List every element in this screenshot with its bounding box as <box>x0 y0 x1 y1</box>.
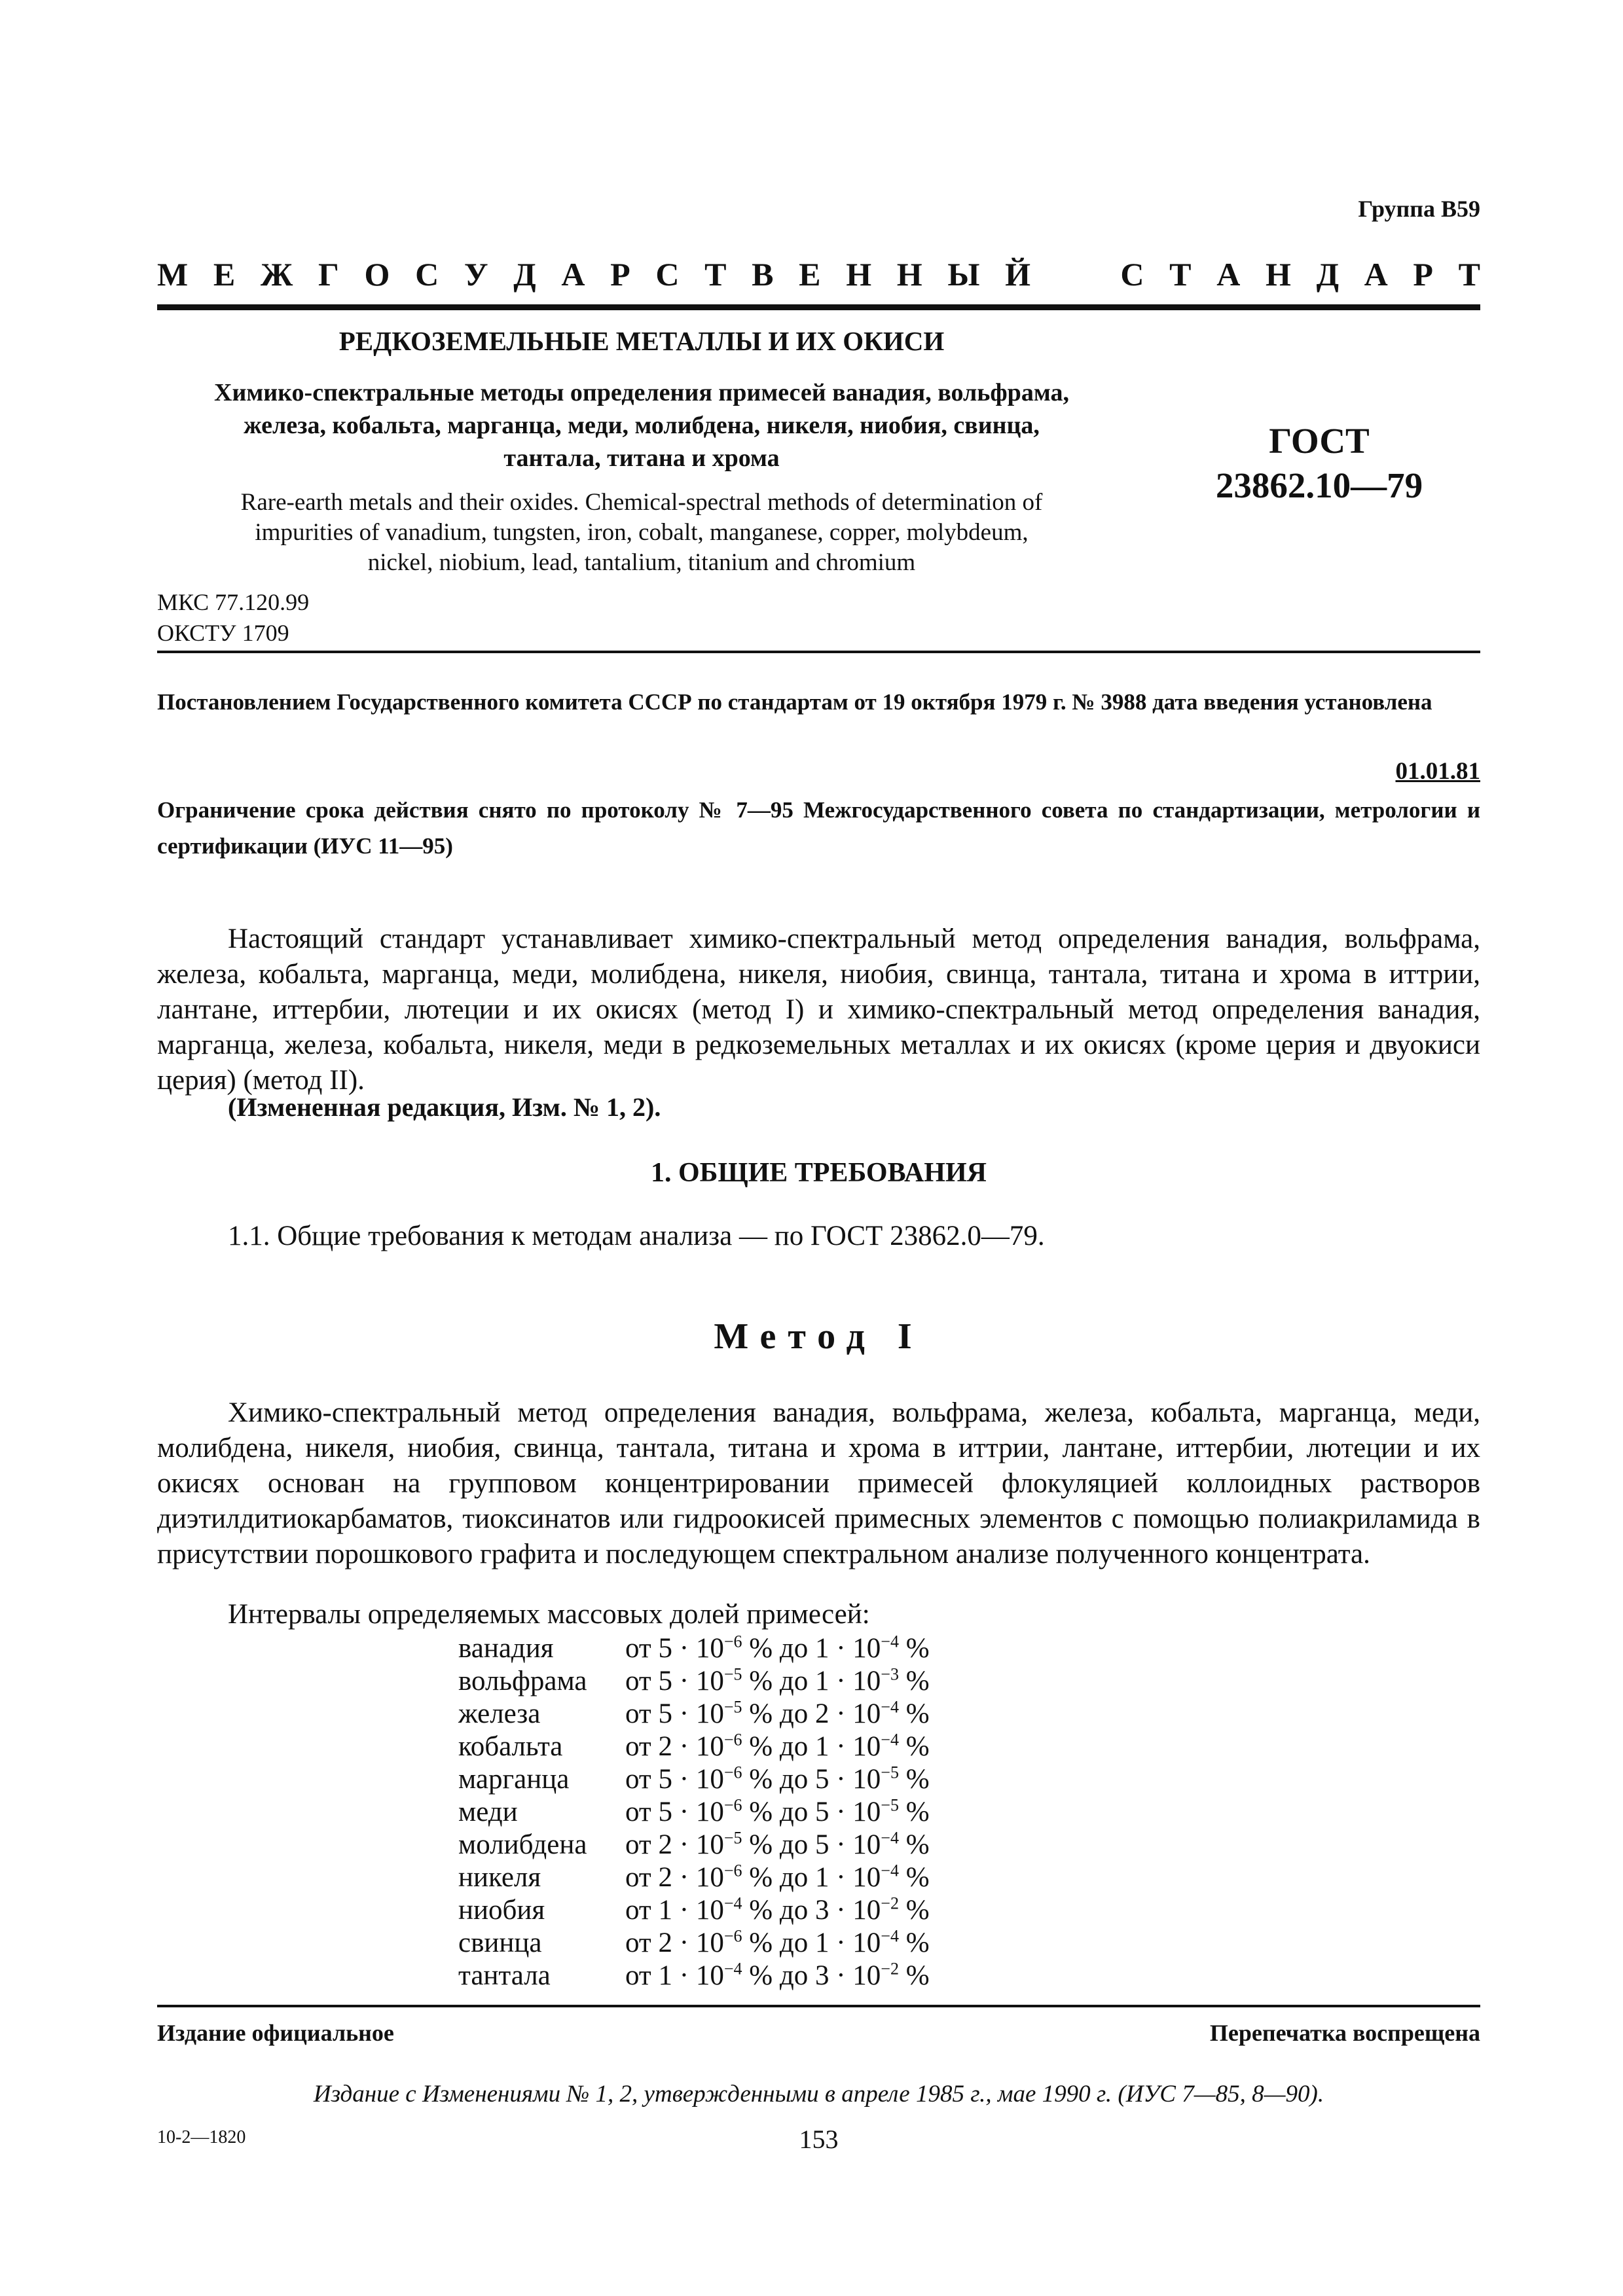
banner-letter: Н <box>896 256 922 293</box>
banner-letter: Д <box>1316 256 1339 293</box>
word-to: до <box>779 1895 809 1926</box>
base-ten: 10 <box>695 1764 724 1795</box>
from-exponent: −5 <box>723 1828 742 1848</box>
base-ten: 10 <box>695 1666 724 1696</box>
to-mantissa: 3 <box>814 1895 830 1926</box>
document-subtitle-ru <box>157 376 1126 475</box>
percent-sign: % <box>905 1797 930 1827</box>
range-value: от $5 \cdot 10^{-6}$ % до $1 \cdot 10^{-4}$ % <box>625 1632 930 1664</box>
page-number: 153 <box>799 2125 839 2154</box>
percent-sign: % <box>749 1862 773 1893</box>
element-name: никеля <box>458 1862 541 1893</box>
element-name: тантала <box>458 1960 551 1991</box>
base-ten: 10 <box>695 1829 724 1860</box>
method-heading: Метод I <box>714 1316 924 1357</box>
document-title-en <box>157 488 1126 578</box>
section-heading: 1. ОБЩИЕ ТРЕБОВАНИЯ <box>651 1158 987 1188</box>
banner-letter: У <box>464 256 488 293</box>
banner-letter: Т <box>1458 256 1480 293</box>
element-name: железа <box>458 1698 541 1729</box>
footer-rule <box>157 2005 1480 2007</box>
banner-letter: М <box>157 256 189 293</box>
range-row <box>458 1960 930 1992</box>
percent-sign: % <box>905 1928 930 1958</box>
word-to: до <box>779 1960 809 1991</box>
element-name: марганца <box>458 1764 570 1795</box>
to-exponent: −4 <box>881 1697 899 1717</box>
interstate-standard-banner <box>157 255 1480 293</box>
banner-letter: Е <box>213 256 236 293</box>
element-name: молибдена <box>458 1829 587 1860</box>
word-from: от <box>625 1862 651 1893</box>
from-mantissa: 2 <box>658 1928 672 1958</box>
from-exponent: −6 <box>723 1861 742 1880</box>
element-name: меди <box>458 1797 518 1827</box>
official-edition-label: Издание официальное <box>157 2020 394 2046</box>
banner-letter: С <box>1120 256 1144 293</box>
range-value: от $2 \cdot 10^{-6}$ % до $1 \cdot 10^{-4}$ % <box>625 1861 930 1893</box>
range-value: от $5 \cdot 10^{-5}$ % до $2 \cdot 10^{-4}$ % <box>625 1697 930 1729</box>
from-mantissa: 2 <box>658 1829 672 1860</box>
introduction-date: 01.01.81 <box>1395 758 1480 785</box>
document-title-ru: РЕДКОЗЕМЕЛЬНЫЕ МЕТАЛЛЫ И ИХ ОКИСИ <box>338 326 945 356</box>
percent-sign: % <box>905 1895 930 1926</box>
from-exponent: −6 <box>723 1926 742 1946</box>
word-to: до <box>779 1666 809 1696</box>
banner-letter: Т <box>704 256 727 293</box>
range-value: от $2 \cdot 10^{-5}$ % до $5 \cdot 10^{-4}$ % <box>625 1828 930 1860</box>
banner-letter: Й <box>1005 256 1031 293</box>
range-row <box>458 1763 930 1796</box>
title-en-line: Rare-earth metals and their oxides. Chemical-spectral methods of determination of <box>240 489 1043 516</box>
subtitle-line: Химико-спектральные методы определения примесей ванадия, вольфрама, <box>214 379 1069 406</box>
base-ten: 10 <box>852 1633 881 1664</box>
percent-sign: % <box>749 1928 773 1958</box>
to-mantissa: 1 <box>814 1731 830 1762</box>
from-mantissa: 5 <box>658 1797 672 1827</box>
banner-letter: Р <box>1413 256 1433 293</box>
base-ten: 10 <box>852 1764 881 1795</box>
percent-sign: % <box>749 1895 773 1926</box>
to-mantissa: 5 <box>814 1829 830 1860</box>
from-exponent: −4 <box>723 1893 742 1913</box>
to-mantissa: 1 <box>814 1666 830 1696</box>
gost-label: ГОСТ <box>1269 421 1370 461</box>
from-exponent: −6 <box>723 1763 742 1782</box>
word-to: до <box>779 1731 809 1762</box>
range-value: от $1 \cdot 10^{-4}$ % до $3 \cdot 10^{-2}$ % <box>625 1893 930 1926</box>
element-name: ниобия <box>458 1895 545 1926</box>
range-row <box>458 1861 930 1894</box>
to-mantissa: 1 <box>814 1633 830 1664</box>
base-ten: 10 <box>852 1731 881 1762</box>
gost-code: 23862.10—79 <box>1215 465 1423 505</box>
element-name: ванадия <box>458 1633 554 1664</box>
word-to: до <box>779 1829 809 1860</box>
word-from: от <box>625 1666 651 1696</box>
range-value: от $5 \cdot 10^{-6}$ % до $5 \cdot 10^{-5}$ % <box>625 1763 930 1795</box>
percent-sign: % <box>905 1829 930 1860</box>
percent-sign: % <box>905 1731 930 1762</box>
word-from: от <box>625 1633 651 1664</box>
from-exponent: −6 <box>723 1795 742 1815</box>
word-to: до <box>779 1797 809 1827</box>
banner-letter: Ж <box>260 256 293 293</box>
to-exponent: −4 <box>881 1730 899 1749</box>
to-exponent: −4 <box>881 1828 899 1848</box>
from-exponent: −4 <box>723 1959 742 1979</box>
percent-sign: % <box>905 1764 930 1795</box>
percent-sign: % <box>905 1960 930 1991</box>
banner-letter: Ы <box>947 256 980 293</box>
banner-letter: В <box>752 256 774 293</box>
banner-letter: А <box>561 256 585 293</box>
banner-letter: Е <box>799 256 821 293</box>
percent-sign: % <box>905 1666 930 1696</box>
classification-codes <box>157 587 309 649</box>
base-ten: 10 <box>852 1928 881 1958</box>
to-exponent: −4 <box>881 1861 899 1880</box>
to-exponent: −3 <box>881 1664 899 1684</box>
base-ten: 10 <box>852 1666 881 1696</box>
from-mantissa: 1 <box>658 1960 672 1991</box>
method-text: Химико-спектральный метод определения ванадия, вольфрама, железа, кобальта, марганца, меди, молибдена, никеля, ниобия, свинца, тантала, титана и хрома в иттрии, лантане, иттербии, лютеции и их окисях основан на групповом концентрировании примесей флокуляцией коллоидных растворов диэтилдитиокарбаматов, тиоксинатов или гидроокисей примесных элементов с помощью полиакриламида в присутствии порошкового графита и последующем спектральном анализе полученного концентрата. <box>157 1397 1480 1570</box>
percent-sign: % <box>749 1764 773 1795</box>
base-ten: 10 <box>852 1829 881 1860</box>
base-ten: 10 <box>695 1928 724 1958</box>
percent-sign: % <box>749 1960 773 1991</box>
intervals-label: Интервалы определяемых массовых долей примесей: <box>228 1599 870 1630</box>
to-mantissa: 2 <box>814 1698 830 1729</box>
base-ten: 10 <box>852 1862 881 1893</box>
base-ten: 10 <box>852 1960 881 1991</box>
banner-letter: Г <box>318 256 339 293</box>
decree-text: Постановлением Государственного комитета СССР по стандартам от 19 октября 1979 г. № 3988 дата введения установлена <box>157 689 1432 715</box>
to-mantissa: 3 <box>814 1960 830 1991</box>
range-value: от $1 \cdot 10^{-4}$ % до $3 \cdot 10^{-2}$ % <box>625 1959 930 1991</box>
percent-sign: % <box>749 1731 773 1762</box>
from-exponent: −6 <box>723 1632 742 1651</box>
base-ten: 10 <box>695 1895 724 1926</box>
banner-letter: Н <box>846 256 872 293</box>
reprint-prohibited-label: Перепечатка воспрещена <box>1209 2020 1480 2046</box>
word-to: до <box>779 1698 809 1729</box>
to-mantissa: 5 <box>814 1797 830 1827</box>
to-exponent: −4 <box>881 1632 899 1651</box>
banner-letter: А <box>1216 256 1241 293</box>
range-value: от $2 \cdot 10^{-6}$ % до $1 \cdot 10^{-4}$ % <box>625 1926 930 1958</box>
gost-number <box>1149 419 1489 508</box>
word-from: от <box>625 1960 651 1991</box>
from-exponent: −6 <box>723 1730 742 1749</box>
percent-sign: % <box>749 1829 773 1860</box>
okstu-code: ОКСТУ 1709 <box>157 620 289 646</box>
to-mantissa: 1 <box>814 1928 830 1958</box>
header-rule <box>157 304 1480 310</box>
from-mantissa: 2 <box>658 1862 672 1893</box>
title-rule <box>157 651 1480 653</box>
banner-letter: С <box>415 256 439 293</box>
percent-sign: % <box>749 1666 773 1696</box>
word-to: до <box>779 1928 809 1958</box>
range-row <box>458 1632 930 1665</box>
element-name: свинца <box>458 1928 542 1958</box>
base-ten: 10 <box>695 1797 724 1827</box>
clause-1-1: 1.1. Общие требования к методам анализа — по ГОСТ 23862.0—79. <box>228 1221 1045 1251</box>
percent-sign: % <box>749 1633 773 1664</box>
range-value: от $5 \cdot 10^{-5}$ % до $1 \cdot 10^{-3}$ % <box>625 1664 930 1696</box>
limit-removed-text: Ограничение срока действия снято по протоколу № 7—95 Межгосударственного совета по стандартизации, метрологии и сертификации (ИУС 11—95) <box>157 797 1480 859</box>
print-code: 10-2—1820 <box>157 2127 246 2147</box>
word-to: до <box>779 1764 809 1795</box>
base-ten: 10 <box>695 1862 724 1893</box>
banner-letter: Н <box>1265 256 1291 293</box>
word-from: от <box>625 1895 651 1926</box>
title-en-line: nickel, niobium, lead, tantalium, titanium and chromium <box>367 549 916 576</box>
base-ten: 10 <box>852 1895 881 1926</box>
title-en-line: impurities of vanadium, tungsten, iron, cobalt, manganese, copper, molybdeum, <box>255 519 1029 546</box>
percent-sign: % <box>905 1633 930 1664</box>
amendment-note: (Измененная редакция, Изм. № 1, 2). <box>228 1092 661 1122</box>
to-mantissa: 5 <box>814 1764 830 1795</box>
percent-sign: % <box>905 1698 930 1729</box>
base-ten: 10 <box>695 1698 724 1729</box>
to-exponent: −2 <box>881 1959 899 1979</box>
subtitle-line: железа, кобальта, марганца, меди, молибдена, никеля, ниобия, свинца, <box>244 412 1040 439</box>
group-code: Группа В59 <box>1358 196 1480 222</box>
word-to: до <box>779 1862 809 1893</box>
element-name: вольфрама <box>458 1666 587 1696</box>
from-exponent: −5 <box>723 1697 742 1717</box>
edition-note: Издание с Изменениями № 1, 2, утвержденными в апреле 1985 г., мае 1990 г. (ИУС 7—85, 8—90). <box>313 2081 1324 2108</box>
range-row <box>458 1927 930 1960</box>
intro-paragraph <box>157 922 1480 1098</box>
range-row <box>458 1665 930 1698</box>
base-ten: 10 <box>852 1797 881 1827</box>
to-exponent: −5 <box>881 1763 899 1782</box>
from-mantissa: 5 <box>658 1698 672 1729</box>
from-mantissa: 2 <box>658 1731 672 1762</box>
banner-letter: Т <box>1169 256 1192 293</box>
range-row <box>458 1829 930 1861</box>
base-ten: 10 <box>695 1633 724 1664</box>
banner-letter: А <box>1364 256 1388 293</box>
from-mantissa: 5 <box>658 1633 672 1664</box>
method-paragraph <box>157 1395 1480 1572</box>
range-row <box>458 1731 930 1763</box>
from-exponent: −5 <box>723 1664 742 1684</box>
percent-sign: % <box>749 1698 773 1729</box>
banner-letter: С <box>655 256 680 293</box>
range-row <box>458 1796 930 1829</box>
banner-letter: Р <box>610 256 630 293</box>
range-value: от $5 \cdot 10^{-6}$ % до $5 \cdot 10^{-5}$ % <box>625 1795 930 1827</box>
element-name: кобальта <box>458 1731 563 1762</box>
word-from: от <box>625 1797 651 1827</box>
percent-sign: % <box>905 1862 930 1893</box>
to-exponent: −5 <box>881 1795 899 1815</box>
word-from: от <box>625 1928 651 1958</box>
mks-code: МКС 77.120.99 <box>157 589 310 615</box>
range-row <box>458 1894 930 1927</box>
to-exponent: −4 <box>881 1926 899 1946</box>
range-row <box>458 1698 930 1731</box>
banner-gap <box>1056 255 1095 293</box>
to-mantissa: 1 <box>814 1862 830 1893</box>
banner-letter: Д <box>513 256 536 293</box>
from-mantissa: 5 <box>658 1764 672 1795</box>
word-to: до <box>779 1633 809 1664</box>
base-ten: 10 <box>695 1960 724 1991</box>
word-from: от <box>625 1829 651 1860</box>
range-value: от $2 \cdot 10^{-6}$ % до $1 \cdot 10^{-4}$ % <box>625 1730 930 1762</box>
to-exponent: −2 <box>881 1893 899 1913</box>
intro-text: Настоящий стандарт устанавливает химико-спектральный метод определения ванадия, вольфрама, железа, кобальта, марганца, меди, молибдена, никеля, ниобия, свинца, тантала, титана и хрома в иттрии, лантане, иттербии, лютеции и их окисях (метод I) и химико-спектральный метод определения ванадия, марганца, железа, кобальта, никеля, меди в редкоземельных металлах и их окисях (кроме церия и двуокиси церия) (метод II). <box>157 924 1480 1096</box>
word-from: от <box>625 1698 651 1729</box>
from-mantissa: 1 <box>658 1895 672 1926</box>
base-ten: 10 <box>852 1698 881 1729</box>
base-ten: 10 <box>695 1731 724 1762</box>
banner-letter: О <box>364 256 390 293</box>
from-mantissa: 5 <box>658 1666 672 1696</box>
word-from: от <box>625 1764 651 1795</box>
impurity-ranges-table <box>458 1632 930 1992</box>
word-from: от <box>625 1731 651 1762</box>
subtitle-line: тантала, титана и хрома <box>503 444 780 472</box>
percent-sign: % <box>749 1797 773 1827</box>
